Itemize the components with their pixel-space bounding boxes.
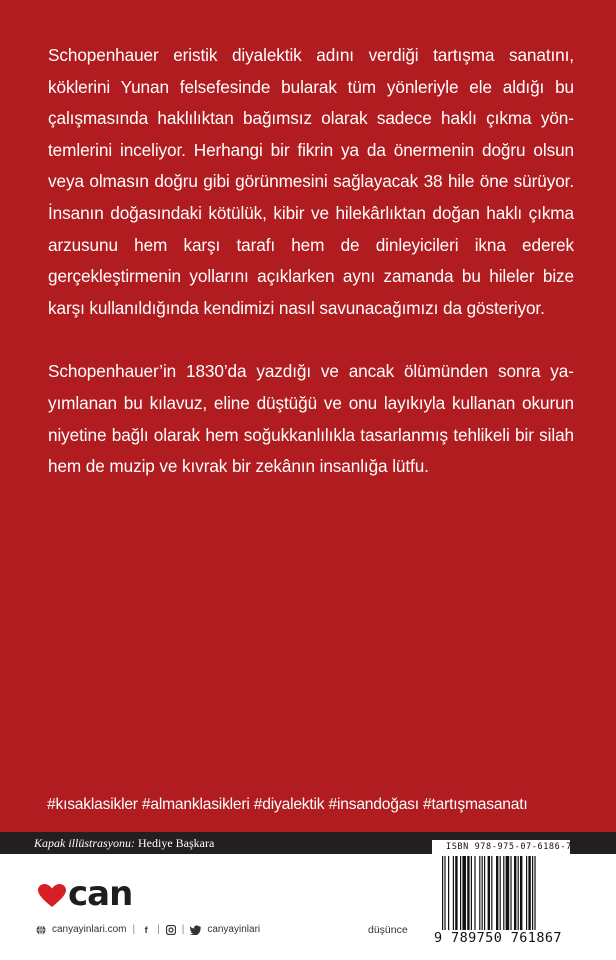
series-name: düşünce xyxy=(368,924,408,936)
hashtag-line: #kısaklasikler #almanklasikleri #diyalektik #insandoğası #tartışmasanatı xyxy=(47,796,528,813)
imprint-panel xyxy=(0,832,616,960)
ean-digits: 9 789750 761867 xyxy=(434,930,562,946)
publisher-contacts: canyayinlari.com | f | | canyayinlari xyxy=(36,924,260,935)
facebook-icon[interactable]: f xyxy=(144,924,148,935)
isbn-barcode xyxy=(432,840,570,952)
blurb-paragraph-1: Schopenhauer eristik diyalektik adını verdiği tartışma sanatını, köklerini Yunan felsefesinde bularak tüm yönleriyle ele aldığı bu çalışmasında haklılıktan bağımsız olarak sadece haklı çıkma yöntemlerini inceliyor. Herhangi bir fikrin ya da önermenin doğru olsun veya olmasın doğru gibi görünmesini sağlayacak 38 hile öne sürüyor. İnsanın doğasındaki kötülük, kibir ve hilekârlıktan doğan haklı çıkma arzusunu hem karşı tarafı hem de dinleyicileri ikna ederek gerçekleştirmenin yollarını açıklarken aynı zamanda bu hileler bize karşı kullanıldığında kendimizi nasıl savunacağımızı da gösteriyor. xyxy=(48,45,574,318)
twitter-icon[interactable] xyxy=(190,925,201,935)
barcode-bars xyxy=(442,856,566,930)
website-link[interactable]: canyayinlari.com xyxy=(52,924,127,935)
logo-wordmark: can xyxy=(68,874,133,914)
heart-icon xyxy=(38,884,66,908)
credit-name: Hediye Başkara xyxy=(138,836,215,850)
instagram-icon[interactable] xyxy=(166,925,176,935)
blurb-paragraph-2: Schopenhauer’in 1830’da yazdığı ve ancak ölümünden sonra yayımlanan bu kılavuz, eline düştüğü ve onu layıkıyla kullanan okurun niyetine bağlı olarak hem soğukkanlılıkla tasarlanmış tehlikeli bir silah hem de muzip ve kıvrak bir zekânın insanlığa lütfu. xyxy=(48,361,574,477)
globe-icon xyxy=(36,925,46,935)
credit-label: Kapak illüstrasyonu: xyxy=(34,836,135,850)
isbn-text: ISBN 978-975-07-6186-7 xyxy=(446,842,572,852)
blurb-text xyxy=(48,40,574,515)
social-handle[interactable]: canyayinlari xyxy=(207,924,261,935)
